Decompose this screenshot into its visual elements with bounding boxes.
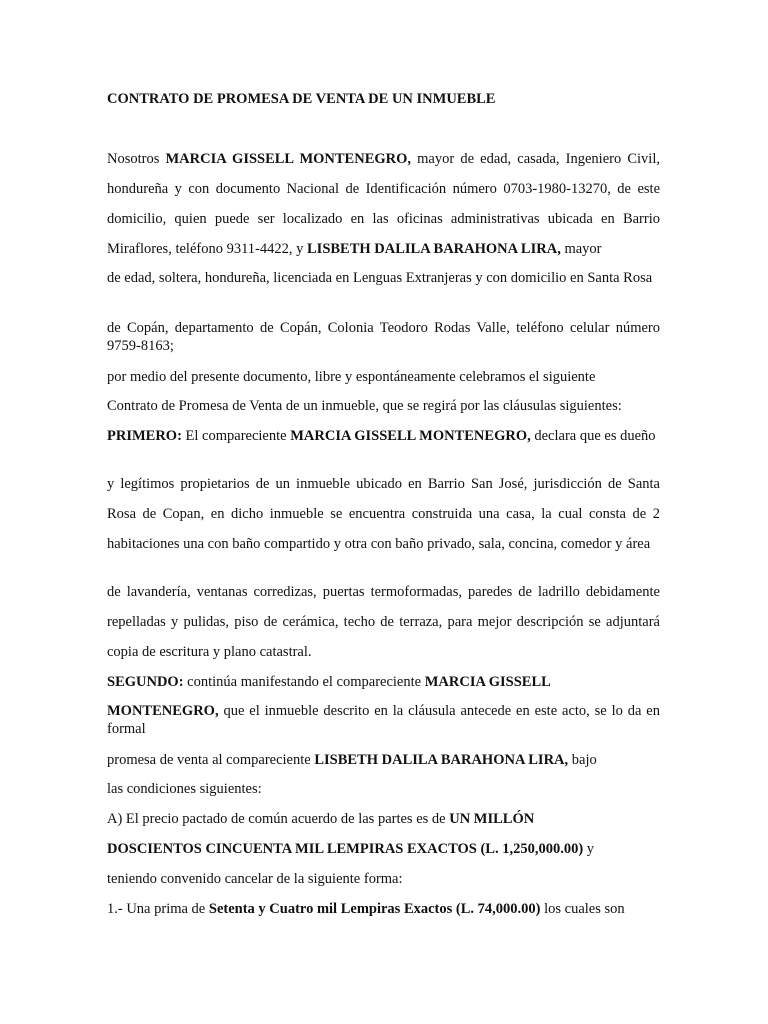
- line-text: Miraflores, teléfono 9311-4422, y: [107, 241, 307, 257]
- line-text: que el inmueble descrito en la cláusula antecede en este acto, se lo da en formal: [107, 703, 660, 737]
- party-name: MARCIA GISSELL MONTENEGRO,: [165, 151, 412, 167]
- payment-amount: Setenta y Cuatro mil Lempiras Exactos (L. 74,000.00): [208, 901, 541, 917]
- line-text: 1.- Una prima de: [107, 901, 209, 917]
- document-title: CONTRATO DE PROMESA DE VENTA DE UN INMUEBLE: [107, 91, 496, 107]
- clause-label: PRIMERO:: [107, 428, 182, 444]
- party-name: LISBETH DALILA BARAHONA LIRA,: [314, 752, 569, 768]
- line-text: mayor: [560, 241, 602, 257]
- party-name: LISBETH DALILA BARAHONA LIRA,: [307, 241, 561, 257]
- line-text: bajo: [568, 752, 597, 768]
- paragraph-line: de edad, soltera, hondureña, licenciada en Lenguas Extranjeras y con domicilio en Santa Rosa: [107, 270, 653, 286]
- line-text: continúa manifestando el compareciente: [183, 674, 425, 690]
- paragraph-line: de Copán, departamento de Copán, Colonia Teodoro Rodas Valle, teléfono celular número 9759-8163;: [107, 320, 660, 354]
- paragraph-line: y legítimos propietarios de un inmueble ubicado en Barrio San José, jurisdicción de Santa: [107, 476, 660, 492]
- line-text: los cuales son: [540, 901, 625, 917]
- paragraph-line: domicilio, quien puede ser localizado en las oficinas administrativas ubicada en Barrio: [107, 211, 660, 227]
- line-text: Nosotros: [107, 151, 166, 167]
- paragraph-line: [107, 751, 660, 769]
- payment-item-1: [107, 900, 660, 918]
- paragraph-line: [107, 840, 660, 858]
- paragraph-line: de lavandería, ventanas corredizas, puertas termoformadas, paredes de ladrillo debidamente: [107, 584, 660, 600]
- clause-label: SEGUNDO:: [107, 674, 184, 690]
- party-name: MONTENEGRO,: [107, 703, 219, 719]
- price-amount: DOSCIENTOS CINCUENTA MIL LEMPIRAS EXACTOS (L. 1,250,000.00): [107, 841, 584, 857]
- paragraph-line: habitaciones una con baño compartido y otra con baño privado, sala, concina, comedor y área: [107, 536, 651, 552]
- paragraph-line: repelladas y pulidas, piso de cerámica, techo de terraza, para mejor descripción se adjuntará: [107, 614, 660, 630]
- line-text: A) El precio pactado de común acuerdo de las partes es de: [107, 811, 450, 827]
- paragraph-line: copia de escritura y plano catastral.: [107, 644, 312, 660]
- price-amount: UN MILLÓN: [449, 811, 535, 827]
- party-name: MARCIA GISSELL MONTENEGRO,: [290, 428, 531, 444]
- line-text: promesa de venta al compareciente: [107, 752, 315, 768]
- paragraph-line: por medio del presente documento, libre y espontáneamente celebramos el siguiente: [107, 369, 596, 385]
- party-name: MARCIA GISSELL: [424, 674, 551, 690]
- condition-a: [107, 810, 660, 828]
- paragraph-line: hondureña y con documento Nacional de Identificación número 0703-1980-13270, de este: [107, 181, 660, 197]
- paragraph-line: Rosa de Copan, en dicho inmueble se encuentra construida una casa, la cual consta de 2: [107, 506, 660, 522]
- line-text: El compareciente: [181, 428, 291, 444]
- paragraph-line: teniendo convenido cancelar de la siguiente forma:: [107, 871, 403, 887]
- line-text: y: [583, 841, 595, 857]
- line-text: mayor de edad, casada, Ingeniero Civil,: [411, 151, 660, 167]
- paragraph-line: las condiciones siguientes:: [107, 781, 262, 797]
- paragraph-line: [107, 702, 660, 738]
- line-text: declara que es dueño: [530, 428, 656, 444]
- clause-primero: [107, 427, 660, 445]
- clause-segundo: [107, 673, 660, 691]
- paragraph-line: [107, 240, 660, 258]
- paragraph-line: [107, 150, 660, 168]
- paragraph-line: Contrato de Promesa de Venta de un inmueble, que se regirá por las cláusulas siguientes:: [107, 398, 622, 414]
